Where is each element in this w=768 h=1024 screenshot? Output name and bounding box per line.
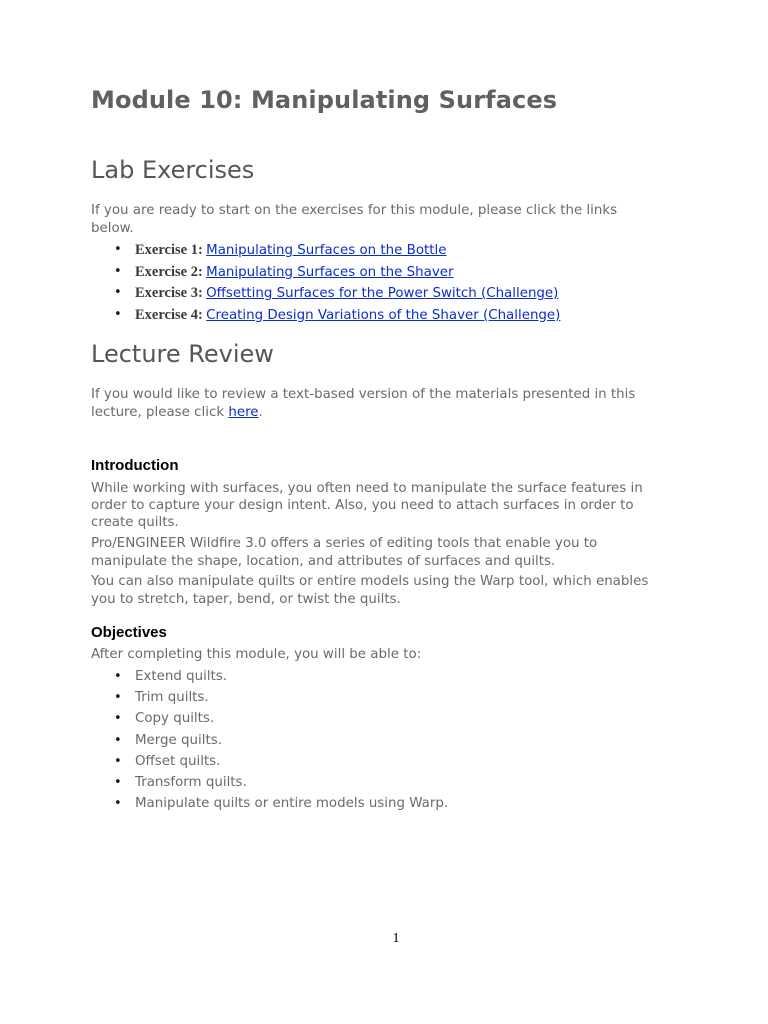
introduction-heading: Introduction	[91, 457, 179, 474]
lab-intro-line-2: below.	[91, 221, 134, 236]
lab-exercises-heading: Lab Exercises	[91, 156, 255, 184]
exercise-item-2	[112, 261, 560, 283]
exercise-label: Exercise 4:	[135, 306, 203, 323]
objective-item: • Extend quilts.	[112, 666, 448, 687]
objective-item: • Manipulate quilts or entire models using Warp.	[112, 793, 448, 814]
exercise-list	[112, 239, 560, 325]
lecture-review-heading: Lecture Review	[91, 340, 274, 368]
objective-item: • Trim quilts.	[112, 687, 448, 708]
exercise-4-link[interactable]: Creating Design Variations of the Shaver (Challenge)	[206, 307, 561, 323]
intro-line-3: create quilts.	[91, 515, 179, 530]
review-line-2-prefix: lecture, please click	[91, 405, 229, 420]
exercise-item-4	[112, 304, 560, 326]
objective-item: • Offset quilts.	[112, 751, 448, 772]
objective-item: • Transform quilts.	[112, 772, 448, 793]
exercise-1-link[interactable]: Manipulating Surfaces on the Bottle	[206, 243, 447, 258]
objective-item: • Copy quilts.	[112, 708, 448, 729]
page-number: 1	[392, 931, 400, 946]
intro-line-4: Pro/ENGINEER Wildfire 3.0 offers a series of editing tools that enable you to	[91, 536, 598, 551]
objectives-heading: Objectives	[91, 624, 167, 641]
review-here-link[interactable]: here	[228, 405, 259, 420]
intro-line-7: you to stretch, taper, bend, or twist the quilts.	[91, 592, 401, 607]
exercise-2-link[interactable]: Manipulating Surfaces on the Shaver	[206, 264, 454, 280]
exercise-item-1	[112, 239, 560, 261]
page-title: Module 10: Manipulating Surfaces	[91, 86, 558, 114]
objectives-intro: After completing this module, you will be able to:	[91, 647, 422, 662]
exercise-label: Exercise 2:	[135, 263, 203, 280]
exercise-label: Exercise 3:	[135, 285, 203, 301]
objectives-list	[112, 666, 448, 814]
exercise-item-3	[112, 282, 560, 304]
review-line-1: If you would like to review a text-based version of the materials presented in this	[91, 387, 636, 402]
exercise-label: Exercise 1:	[135, 242, 203, 258]
intro-line-2: order to capture your design intent. Also, you need to attach surfaces in order to	[91, 498, 634, 513]
intro-line-5: manipulate the shape, location, and attributes of surfaces and quilts.	[91, 554, 556, 569]
review-line-2-suffix: .	[258, 405, 263, 420]
review-line-2	[91, 404, 263, 422]
intro-line-1: While working with surfaces, you often need to manipulate the surface features in	[91, 481, 643, 496]
objective-item: • Merge quilts.	[112, 730, 448, 751]
intro-line-6: You can also manipulate quilts or entire models using the Warp tool, which enables	[91, 574, 649, 589]
exercise-3-link[interactable]: Offsetting Surfaces for the Power Switch (Challenge)	[206, 286, 559, 301]
lab-intro-line-1: If you are ready to start on the exercises for this module, please click the links	[91, 203, 618, 218]
